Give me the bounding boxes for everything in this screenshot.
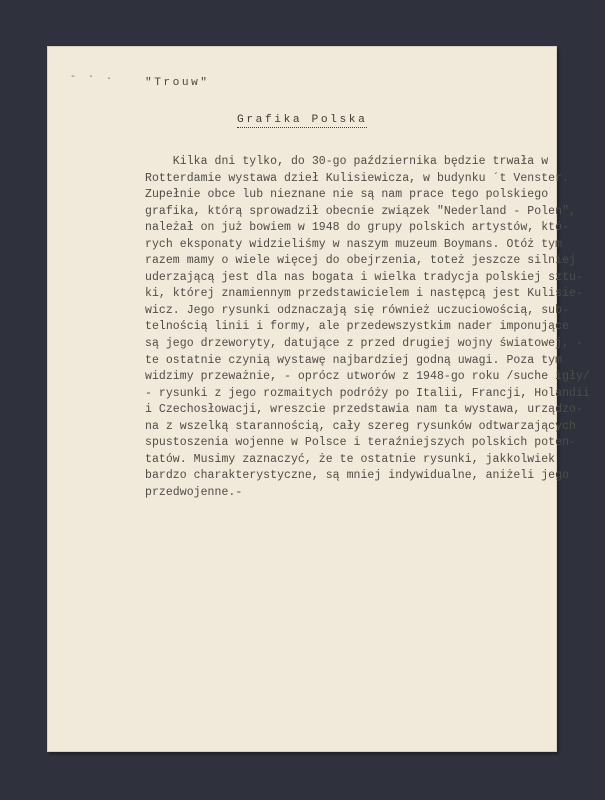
text-line: Kilka dni tylko, do 30-go października będzie trwała w	[145, 155, 549, 168]
text-line: przedwojenne.-	[145, 485, 243, 499]
text-line: Rotterdamie wystawa dzieł Kulisiewicza, w budynku ´t Venster.	[145, 171, 570, 185]
document-title: Grafika Polska	[237, 114, 368, 126]
text-line: i Czechosłowacji, wreszcie przedstawia nam ta wystawa, urządzo-	[145, 403, 583, 417]
text-line: Zupełnie obce lub nieznane nie są nam prace tego polskiego	[145, 188, 549, 202]
text-line: należał on już bowiem w 1948 do grupy polskich artystów, któ-	[145, 221, 570, 235]
newspaper-header: "Trouw"	[145, 77, 210, 89]
margin-marks: - · .	[70, 72, 116, 83]
article-body	[145, 154, 590, 501]
text-line: ki, której znamiennym przedstawicielem i następcą jest Kulisie-	[145, 287, 583, 301]
text-line: rych eksponaty widzieliśmy w naszym muzeum Boymans. Otóż tym	[145, 237, 563, 251]
text-line: na z wszelką starannością, cały szereg rysunków odtwarzających	[145, 419, 576, 433]
text-line: razem mamy o wiele więcej do obejrzenia, toteż jeszcze silniej	[145, 254, 576, 268]
text-line: bardzo charakterystyczne, są mniej indywidualne, aniżeli jego	[145, 469, 570, 483]
text-line: spustoszenia wojenne w Polsce i teraźniejszych polskich poten-	[145, 436, 576, 450]
text-line: są jego drzeworyty, datujące z przed drugiej wojny światowej, -	[145, 337, 583, 351]
text-line: tatów. Musimy zaznaczyć, że te ostatnie rysunki, jakkolwiek	[145, 452, 556, 466]
text-line: wicz. Jego rysunki odznaczają się również uczuciowością, sub-	[145, 303, 570, 317]
text-line: uderzającą jest dla nas bogata i wielka tradycja polskiej sztu-	[145, 270, 583, 284]
text-line: telnością linii i formy, ale przedewszystkim nader imponujące	[145, 320, 570, 334]
text-line: - rysunki z jego rozmaitych podróży po Italii, Francji, Holandii	[145, 386, 590, 400]
text-line: grafika, którą sprowadził obecnie związek "Nederland - Polen",	[145, 204, 576, 218]
text-line: widzimy przeważnie, - oprócz utworów z 1948-go roku /suche igły/	[145, 370, 590, 384]
text-line: te ostatnie czynią wystawę najbardziej godną uwagi. Poza tym	[145, 353, 563, 367]
